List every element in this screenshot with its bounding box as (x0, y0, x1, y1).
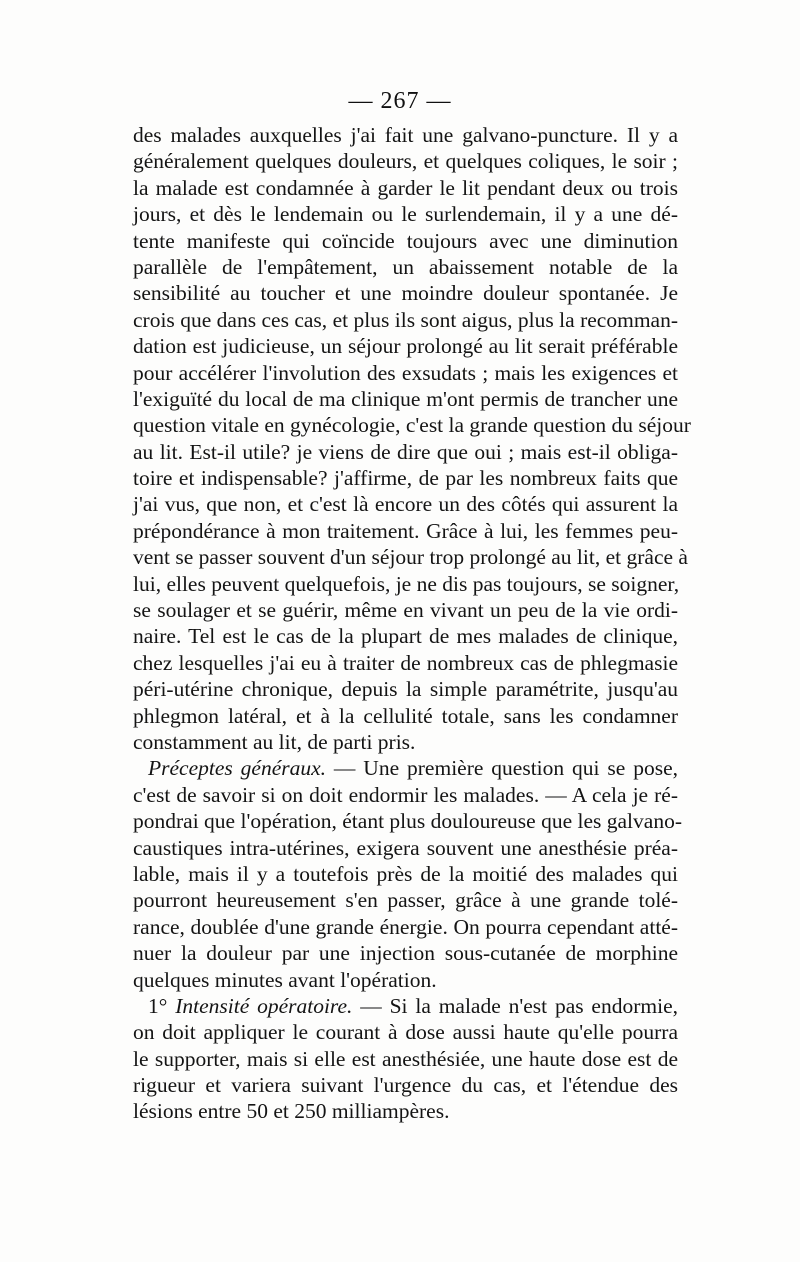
section-number: 1° (148, 993, 168, 1018)
text-line: au lit. Est-il utile? je viens de dire que oui ; mais est-il obliga- (133, 439, 678, 464)
section-heading-intensite: Intensité opératoire. (175, 993, 353, 1018)
text-line: naire. Tel est le cas de la plupart de mes malades de clinique, (133, 624, 678, 649)
text-line: l'exiguïté du local de ma clinique m'ont permis de trancher une (133, 386, 678, 411)
text-line: lable, mais il y a toutefois près de la moitié des malades qui (133, 861, 678, 886)
text-line: se soulager et se guérir, même en vivant un peu de la vie ordi- (133, 598, 678, 623)
text-line: constamment au lit, de parti pris. (133, 729, 416, 754)
text-line: crois que dans ces cas, et plus ils sont aigus, plus la recomman- (133, 307, 678, 332)
text-line: lui, elles peuvent quelquefois, je ne dis pas toujours, se soigner, (133, 571, 680, 596)
page-number: — 267 — (348, 88, 452, 114)
section-intensite-first-line (133, 993, 678, 1019)
text-line: nuer la douleur par une injection sous-cutanée de morphine (133, 941, 678, 966)
text-line: rance, doublée d'une grande énergie. On pourra cependant atté- (133, 914, 678, 939)
text-line: tente manifeste qui coïncide toujours avec une diminution (133, 228, 678, 253)
body-text (133, 122, 691, 1125)
text-line: toire et indispensable? j'affirme, de par les nombreux faits que (133, 466, 678, 491)
section-heading-preceptes: Préceptes généraux. (148, 756, 327, 781)
text-line: sensibilité au toucher et une moindre douleur spontanée. Je (133, 281, 678, 306)
text-line: pourront heureusement s'en passer, grâce à une grande tolé- (133, 888, 678, 913)
text-line: prépondérance à mon traitement. Grâce à lui, les femmes peu- (133, 518, 678, 543)
section-preceptes-first-line (133, 755, 678, 781)
text-line: péri-utérine chronique, depuis la simple paramétrite, jusqu'au (133, 677, 678, 702)
text-line: c'est de savoir si on doit endormir les malades. — A cela je ré- (133, 782, 678, 807)
section-preceptes-rest: — Une première question qui se pose, (326, 756, 678, 781)
text-line: généralement quelques douleurs, et quelques coliques, le soir ; (133, 149, 678, 174)
text-line: rigueur et variera suivant l'urgence du cas, et l'étendue des (133, 1073, 678, 1098)
text-line: dation est judicieuse, un séjour prolongé au lit serait préférable (133, 334, 678, 359)
text-line: question vitale en gynécologie, c'est la grande question du séjour (133, 413, 691, 438)
text-line: caustiques intra-utérines, exigera souvent une anesthésie préa- (133, 835, 678, 860)
text-line: on doit appliquer le courant à dose aussi haute qu'elle pourra (133, 1020, 678, 1045)
text-line: pour accélérer l'involution des exsudats ; mais les exigences et (133, 360, 678, 385)
section-intensite-rest: — Si la malade n'est pas endormie, (352, 993, 678, 1018)
text-line: vent se passer souvent d'un séjour trop prolongé au lit, et grâce à (133, 545, 688, 570)
text-line: parallèle de l'empâtement, un abaissement notable de la (133, 254, 678, 279)
text-line: jours, et dès le lendemain ou le surlendemain, il y a une dé- (133, 202, 678, 227)
text-line: j'ai vus, que non, et c'est là encore un des côtés qui assurent la (133, 492, 678, 517)
text-line: lésions entre 50 et 250 milliampères. (133, 1099, 450, 1124)
text-line: quelques minutes avant l'opération. (133, 967, 437, 992)
text-line: la malade est condamnée à garder le lit pendant deux ou trois (133, 175, 678, 200)
text-line: pondrai que l'opération, étant plus douloureuse que les galvano- (133, 809, 682, 834)
text-line: des malades auxquelles j'ai fait une galvano-puncture. Il y a (133, 123, 678, 147)
text-line: chez lesquelles j'ai eu à traiter de nombreux cas de phlegmasie (133, 650, 678, 675)
text-line: le supporter, mais si elle est anesthésiée, une haute dose est de (133, 1046, 678, 1071)
text-line: phlegmon latéral, et à la cellulité totale, sans les condamner (133, 703, 678, 728)
